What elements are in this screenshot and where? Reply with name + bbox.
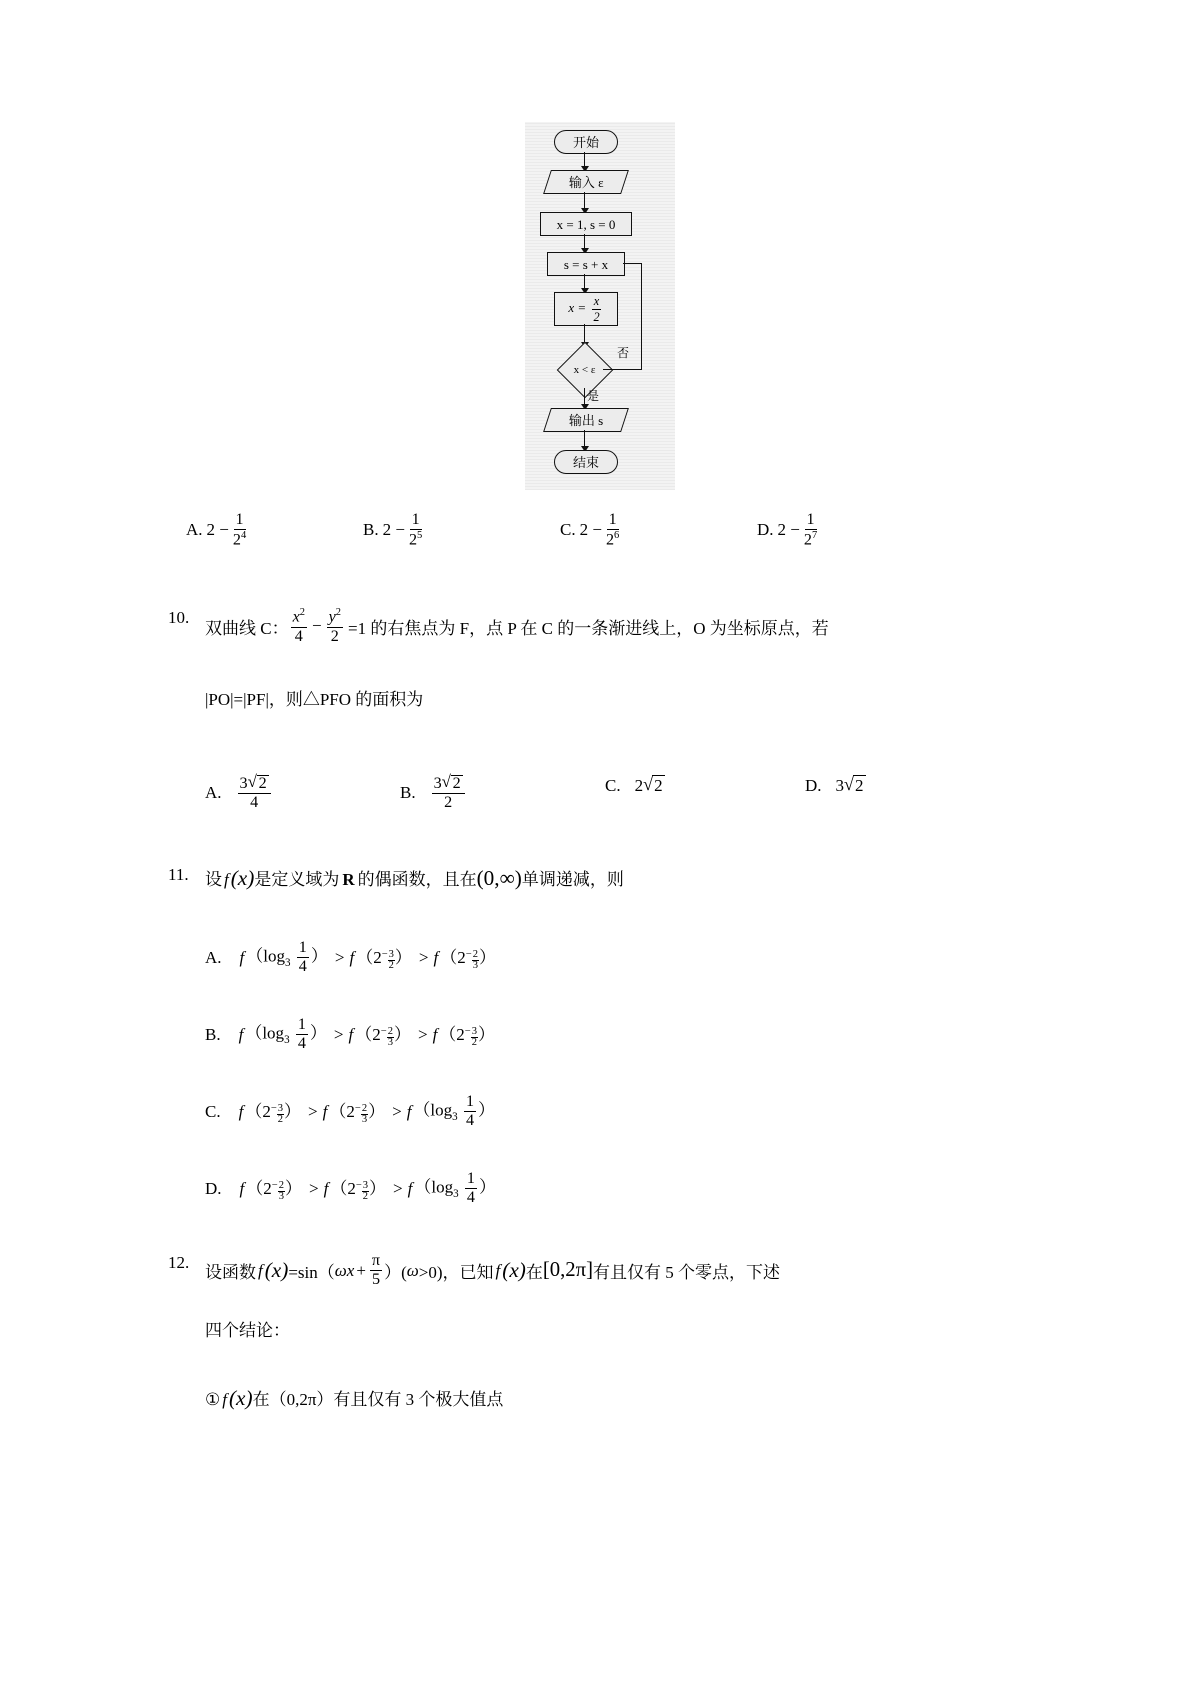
q11-a-log-num: 1 — [297, 940, 309, 958]
flowchart-node-start — [554, 130, 618, 154]
q10-option-c-label: C. — [605, 775, 621, 795]
q11-b-gt2: > — [417, 1024, 428, 1044]
q12-line1-f: f — [258, 1260, 263, 1280]
flowchart-node-half-label: x = $\frac{x}{2}$ — [568, 294, 600, 324]
q11-option-b-label: B. — [205, 1024, 221, 1044]
flowchart-connector-no — [603, 369, 641, 370]
q11-stem-c: 的偶函数，且在 — [357, 870, 477, 889]
q10-frac2-den: 2 — [330, 627, 339, 645]
q11-a-log-den: 4 — [298, 958, 307, 976]
flowchart-figure — [525, 122, 675, 490]
flowchart-node-sum-label: s = s + x — [563, 256, 609, 272]
flowchart-node-condition-label: x < ε — [574, 363, 596, 376]
q11-d-log-num: 1 — [465, 1171, 477, 1189]
q12-stem-line1 — [205, 1253, 780, 1288]
q10-option-c-coef: 2 — [634, 776, 644, 795]
q9-option-b-lead: 2 − — [382, 520, 405, 540]
flowchart-node-start-label: 开始 — [572, 134, 599, 150]
q12-line1-x2: (x) — [502, 1258, 526, 1283]
q11-a-pow1-num: 3 — [388, 948, 394, 960]
q10-option-a — [205, 775, 273, 811]
q11-a-pow2-den: 3 — [472, 960, 478, 972]
q10-option-d-rad: 2 — [855, 776, 864, 795]
flowchart-connector-no — [641, 263, 642, 370]
flowchart-label-no: 否 — [617, 346, 630, 360]
q9-option-d-lead: 2 − — [777, 520, 800, 540]
q11-d-f1: f — [239, 1178, 245, 1198]
flowchart-node-end-label: 结束 — [572, 454, 599, 470]
q11-d-gt2: > — [393, 1178, 403, 1198]
q10-fraction-y: $\frac{y^2}{2}$ — [328, 607, 342, 645]
q12-conclusion-1-x: (x) — [228, 1386, 253, 1410]
q9-option-c-fraction: $\frac{1}{2^6}$ — [605, 511, 620, 549]
q10-stem-line2-text: |PO|=|PF|，则△PFO 的面积为 — [205, 690, 424, 709]
q11-a-f1: f — [239, 947, 245, 967]
q12-line1-omega2: ω — [406, 1260, 419, 1280]
q11-option-c-label: C. — [205, 1101, 221, 1121]
q11-a-pow2-num: 2 — [472, 948, 478, 960]
q11-option-c: C. f （2 − $\frac{3}{2}$ ） > f （2 − $\frac{2}{3}$ ） > f （$\log_3$ $\frac{1}{4}$ ） — [205, 1093, 496, 1130]
q11-number: 11. — [168, 865, 189, 884]
q9-option-b-label: B. — [363, 520, 379, 540]
q9-option-a-exponent: 4 — [240, 530, 247, 542]
q11-a-gt2: > — [418, 947, 429, 967]
q11-c-f3: f — [406, 1101, 412, 1121]
q10-option-a-den: 4 — [250, 794, 259, 812]
q11-c-gt2: > — [392, 1101, 402, 1121]
q12-line1-d: >0)，已知 — [418, 1263, 494, 1283]
q11-option-b: B. f （$\log_3$ $\frac{1}{4}$ ） > f （2 − $\frac{2}{3}$ ） > f （2 − $\frac{3}{2}$ ） — [205, 1016, 496, 1053]
q11-b-pow2-den: 2 — [471, 1037, 478, 1049]
q11-d-log-base: 3 — [453, 1187, 459, 1200]
q10-stem-line2 — [205, 685, 423, 710]
q9-option-a-label: A. — [186, 520, 203, 540]
q11-a-pow1-den: 2 — [388, 960, 394, 972]
q12-line1-omega: ωx — [334, 1260, 355, 1280]
q10-option-b-value: $\frac{3 √ 2}{2}$ — [432, 775, 465, 811]
q12-line1-f2: f — [495, 1260, 501, 1280]
q11-b-pow1-num: 2 — [387, 1025, 393, 1037]
flowchart-node-init-label: x = 1, s = 0 — [556, 216, 616, 232]
q11-d-pow1-base: 2 — [263, 1179, 272, 1199]
q11-c-pow1-num: 3 — [277, 1102, 284, 1114]
q11-d-f2: f — [323, 1178, 329, 1198]
q11-c-pow2-num: 2 — [361, 1102, 368, 1114]
q12-pi-den: 5 — [371, 1271, 381, 1289]
q11-c-pow2-base: 2 — [346, 1102, 355, 1122]
q9-option-a-fraction: $\frac{1}{2^4}$ — [232, 511, 247, 549]
q11-d-log-den: 4 — [466, 1189, 475, 1207]
q9-option-c — [560, 512, 623, 549]
q10-option-b-label: B. — [400, 783, 416, 803]
q10-fraction-x: $\frac{x^2}{4}$ — [292, 607, 306, 645]
q11-c-gt1: > — [308, 1101, 318, 1121]
flowchart-node-input — [543, 170, 629, 194]
q12-conclusion-1-marker: ① — [205, 1390, 221, 1409]
q12-line1-plus: + — [356, 1260, 366, 1280]
q11-b-f3: f — [432, 1024, 438, 1044]
q11-c-pow1-base: 2 — [262, 1102, 271, 1122]
q9-option-b-exponent: 5 — [417, 530, 423, 542]
flowchart-node-condition — [557, 342, 614, 399]
q11-option-a: A. f （$\log_3$ $\frac{1}{4}$ ） > f （2 − $\frac{3}{2}$ ） > f （2 − $\frac{2}{3}$ ） — [205, 939, 496, 976]
q11-stem-d: 单调递减，则 — [521, 870, 624, 889]
q11-b-pow2-base: 2 — [456, 1025, 465, 1045]
q11-b-log: log — [262, 1023, 285, 1043]
q10-option-c-value — [635, 775, 665, 796]
q11-d-log: log — [431, 1177, 454, 1197]
flowchart-node-output — [543, 408, 629, 432]
q10-option-a-label: A. — [205, 783, 222, 803]
flowchart-connector-no — [623, 263, 642, 264]
q11-c-pow1-den: 2 — [277, 1114, 284, 1126]
q10-minus: − — [312, 616, 322, 636]
q9-option-c-lead: 2 − — [579, 520, 602, 540]
q11-stem-b: 是定义域为 — [254, 870, 340, 889]
q12-line1-interval: [0,2π] — [542, 1259, 594, 1282]
q12-line1-g: 有且仅有 5 个零点，下述 — [593, 1263, 781, 1283]
q10-option-c-rad: 2 — [654, 776, 663, 795]
q11-d-pow2-num: 3 — [362, 1179, 369, 1191]
q11-b-log-den: 4 — [297, 1035, 306, 1053]
q11-c-log-base: 3 — [452, 1110, 458, 1123]
q9-option-b-fraction: $\frac{1}{2^5}$ — [408, 511, 423, 549]
q11-a-log: log — [263, 946, 285, 966]
q11-d-f3: f — [407, 1178, 413, 1198]
q9-option-a-lead: 2 − — [206, 520, 229, 540]
q11-d-pow1-num: 2 — [278, 1179, 284, 1191]
q10-frac1-den: 4 — [294, 627, 303, 645]
q11-b-pow1-den: 3 — [387, 1037, 393, 1049]
q11-b-f1: f — [238, 1024, 244, 1044]
q11-stem — [205, 865, 624, 891]
q10-option-d-coef: 3 — [835, 776, 845, 795]
q9-option-d-exponent: 7 — [811, 530, 818, 542]
q12-number: 12. — [168, 1253, 190, 1272]
flowchart-node-init — [540, 212, 632, 236]
q11-option-d-label: D. — [205, 1178, 222, 1198]
q11-a-pow1-base: 2 — [373, 948, 382, 968]
q11-a-pow2-base: 2 — [457, 948, 466, 968]
q11-stem-a: 设 — [205, 870, 222, 889]
q11-c-log-den: 4 — [465, 1112, 475, 1130]
q9-option-d-fraction: $\frac{1}{2^7}$ — [803, 511, 818, 549]
q12-line1-x: (x) — [264, 1258, 289, 1283]
q10-option-b — [400, 775, 467, 811]
q11-d-pow1-den: 3 — [278, 1191, 284, 1203]
q12-conclusion-1-text: 在（0,2π）有且仅有 3 个极大值点 — [252, 1390, 504, 1409]
flowchart-node-end — [554, 450, 618, 474]
q9-option-a — [186, 512, 250, 549]
q11-stem-interval: (0,∞) — [476, 866, 522, 890]
q12-pi-fraction — [370, 1253, 382, 1288]
flowchart-node-sum — [547, 252, 625, 276]
q12-conclusion-1-f: f — [222, 1390, 227, 1409]
q12-line1-e: 在 — [525, 1263, 543, 1283]
q10-option-c — [605, 775, 665, 796]
q9-option-d — [757, 512, 821, 549]
q11-d-pow2-den: 2 — [362, 1191, 369, 1203]
q12-line1-a: 设函数 — [205, 1263, 256, 1283]
q11-b-pow2-num: 3 — [471, 1025, 478, 1037]
q11-b-pow1-base: 2 — [372, 1025, 381, 1045]
q11-b-f2: f — [348, 1024, 354, 1044]
q9-option-c-exponent: 6 — [614, 530, 620, 542]
q11-a-log-base: 3 — [285, 956, 291, 969]
q12-conclusion-1 — [205, 1385, 503, 1411]
q10-stem-part2: =1 的右焦点为 F，点 P 在 C 的一条渐进线上，O 为坐标原点，若 — [348, 618, 829, 638]
q11-b-log-base: 3 — [284, 1033, 290, 1046]
q11-c-f2: f — [322, 1101, 328, 1121]
q10-option-d-value — [836, 775, 866, 796]
flowchart-canvas — [525, 122, 675, 490]
q11-stem-R: R — [342, 870, 355, 889]
q10-number: 10. — [168, 608, 190, 627]
q9-option-d-label: D. — [757, 520, 774, 540]
q9-option-b — [363, 512, 426, 549]
q11-option-a-label: A. — [205, 947, 222, 967]
q11-b-log-num: 1 — [296, 1017, 308, 1035]
q10-option-d — [805, 775, 866, 796]
q10-stem-part1: 双曲线 C： — [205, 618, 289, 638]
q11-stem-f: f — [224, 870, 229, 889]
q10-option-a-value: $\frac{3 √ 2}{4}$ — [238, 775, 271, 811]
q10-stem-line1 — [205, 608, 829, 645]
q12-line1-b: =sin（ — [288, 1263, 335, 1283]
q12-stem-line2: 四个结论： — [205, 1321, 290, 1340]
flowchart-node-input-label: 输入 ε — [568, 174, 604, 190]
q10-option-d-label: D. — [805, 775, 822, 795]
flowchart-node-output-label: 输出 s — [568, 412, 604, 428]
q11-b-gt1: > — [333, 1024, 344, 1044]
flowchart-label-yes: 是 — [587, 389, 600, 403]
q11-a-f2: f — [349, 947, 355, 967]
q11-a-gt1: > — [334, 947, 345, 967]
q11-c-pow2-den: 3 — [361, 1114, 368, 1126]
flowchart-node-half — [554, 292, 618, 326]
q9-option-c-label: C. — [560, 520, 576, 540]
q12-line1-c: ）( — [384, 1263, 407, 1283]
q11-c-log-num: 1 — [464, 1094, 476, 1112]
q11-d-pow2-base: 2 — [347, 1179, 356, 1199]
q11-stem-x: (x) — [230, 866, 255, 890]
q11-c-log: log — [430, 1100, 453, 1120]
q11-d-gt1: > — [308, 1178, 319, 1198]
q11-c-f1: f — [238, 1101, 244, 1121]
q11-option-d: D. f （2 − $\frac{2}{3}$ ） > f （2 − $\frac{3}{2}$ ） > f （$\log_3$ $\frac{1}{4}$ ） — [205, 1170, 496, 1207]
q12-pi-num: π — [370, 1253, 382, 1271]
q11-a-f3: f — [433, 947, 439, 967]
q10-option-b-den: 2 — [444, 794, 453, 812]
